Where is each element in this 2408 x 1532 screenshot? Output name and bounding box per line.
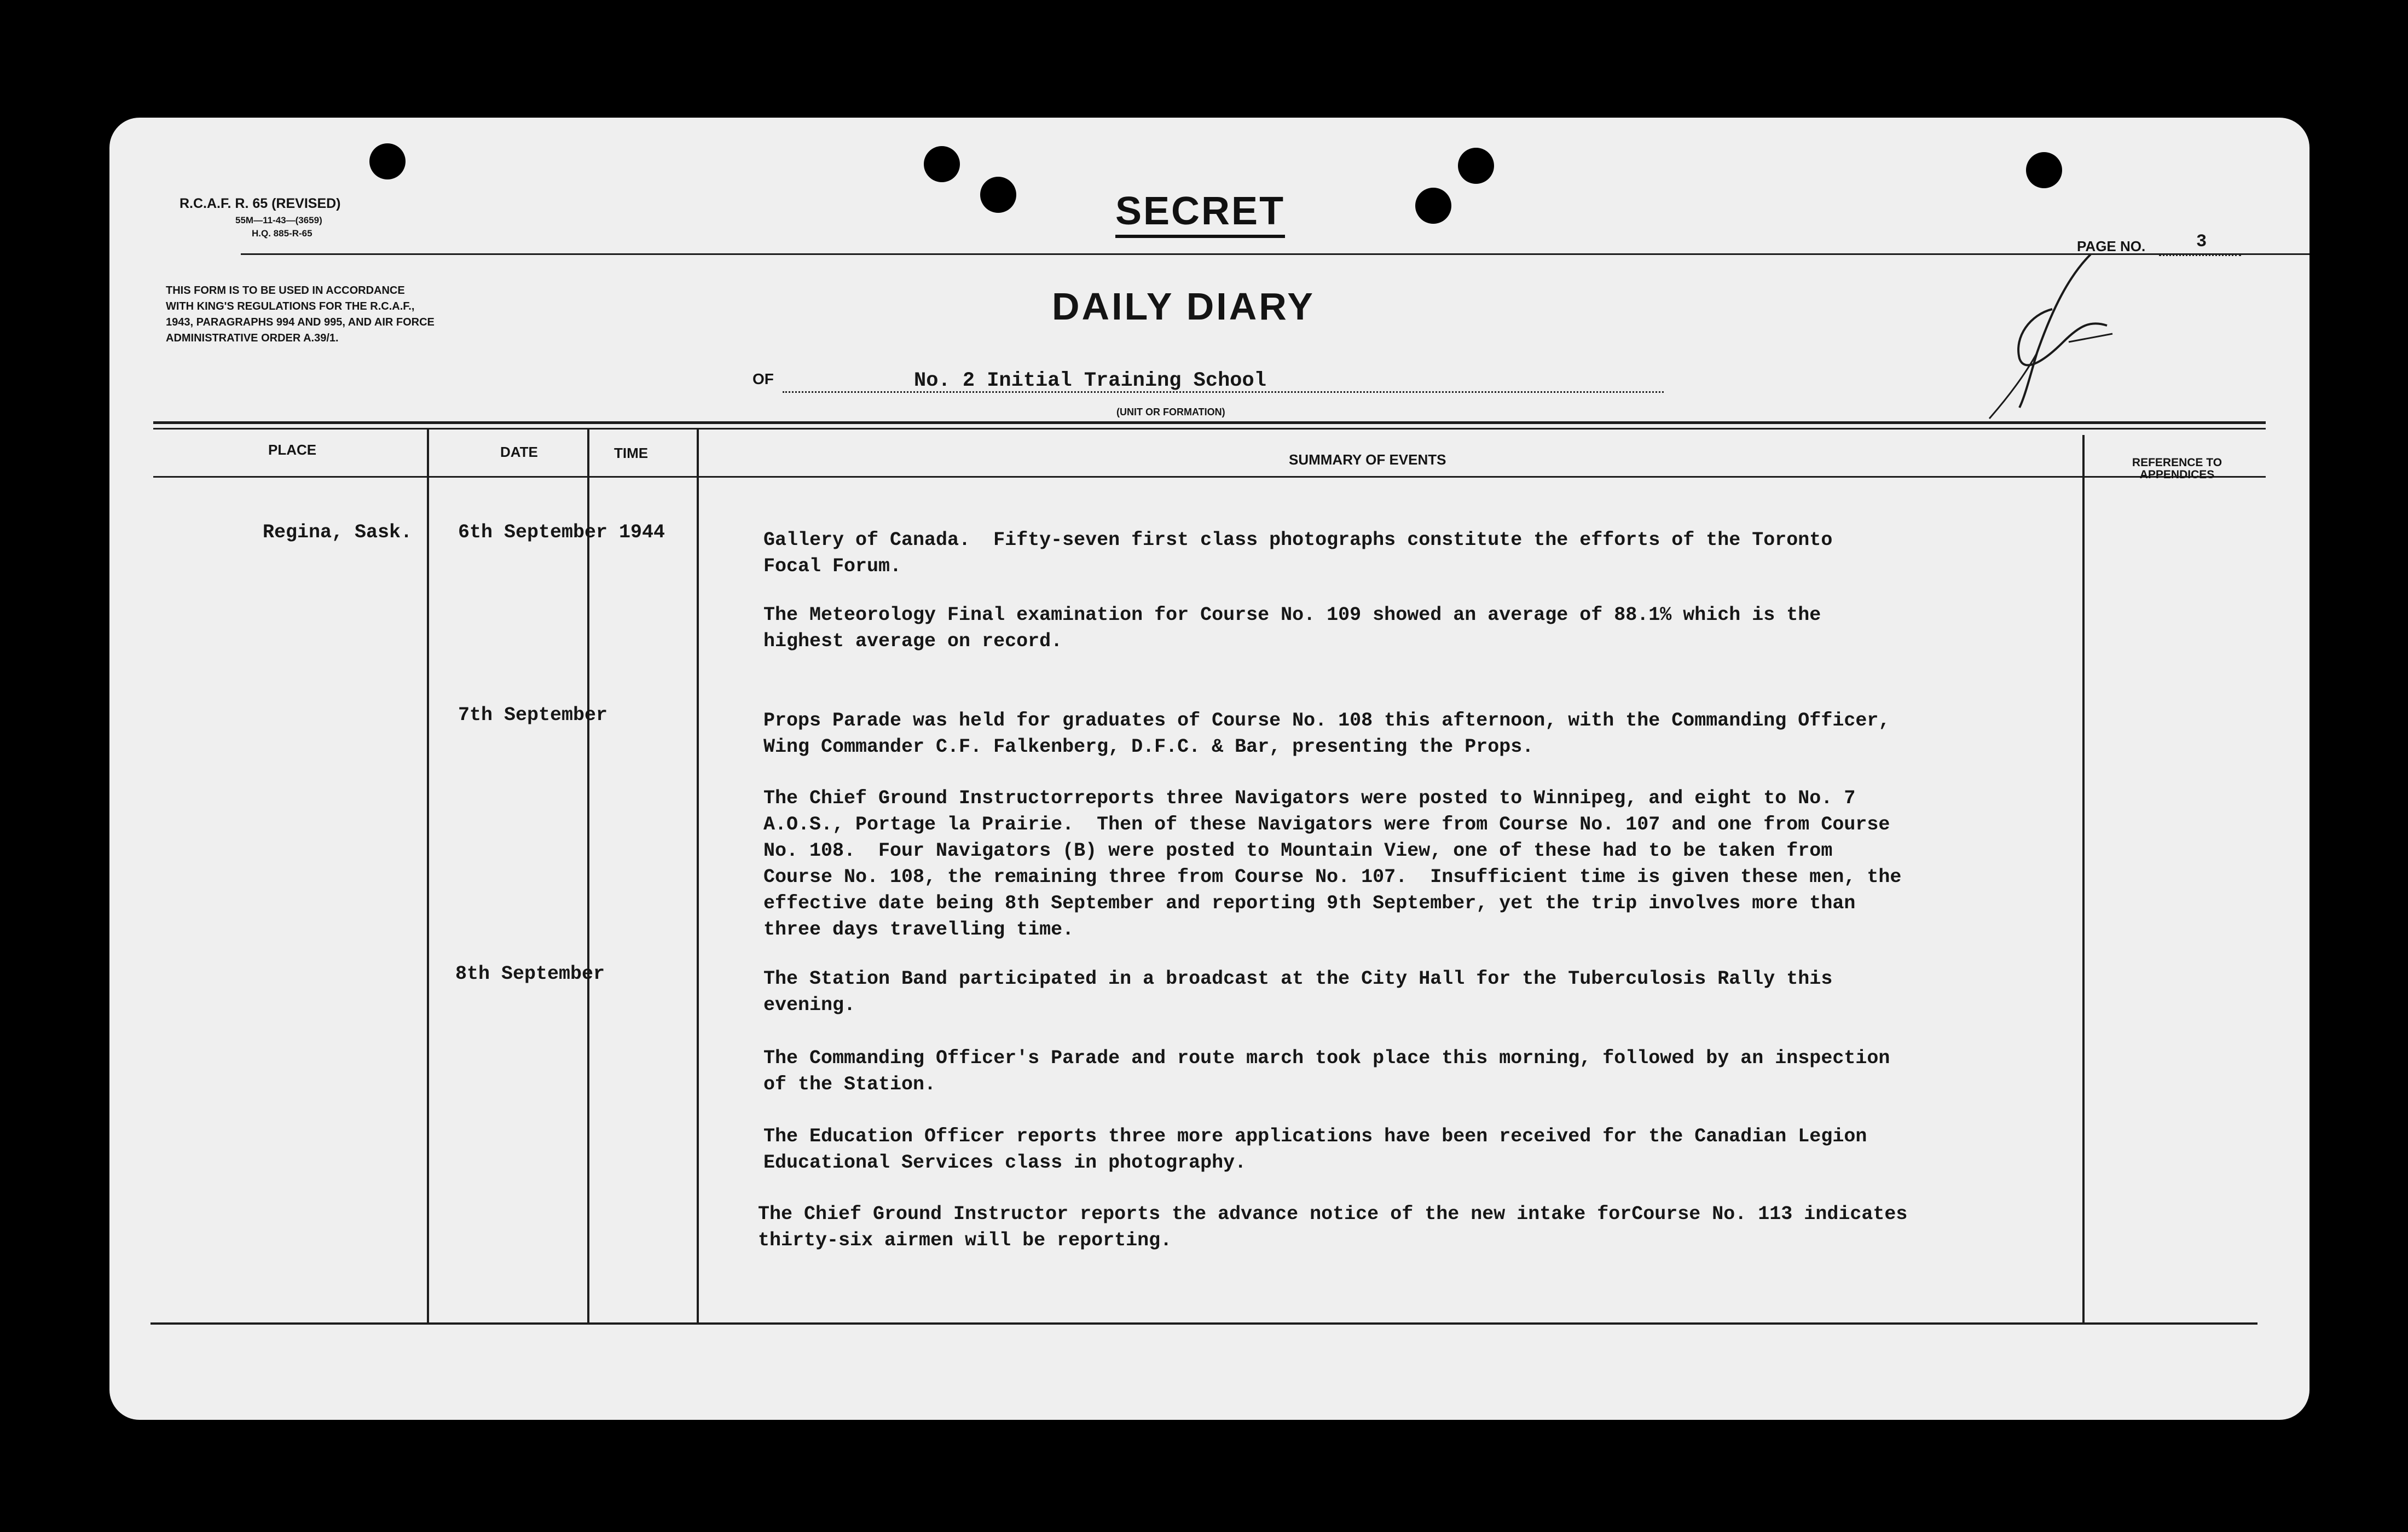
column-header-date: DATE (500, 444, 538, 460)
handwritten-initials (1987, 243, 2129, 424)
usage-note: THIS FORM IS TO BE USED IN ACCORDANCE WITH KING'S REGULATIONS FOR THE R.C.A.F., 1943, PARAGRAPHS 994 AND 995, AND AIR FORCE ADMINISTRATIVE ORDER A.39/1. (166, 285, 435, 344)
punch-hole (980, 177, 1016, 213)
event-entry: Props Parade was held for graduates of Course No. 108 this afternoon, with the Commanding Officer, Wing Commander C.F. Falkenberg, D.F.C. & Bar, presenting the Props. (763, 710, 1890, 758)
punch-hole (369, 143, 406, 179)
unit-name: No. 2 Initial Training School (914, 369, 1266, 392)
form-code: 55M—11-43—(3659) (235, 215, 322, 225)
column-divider (2082, 435, 2085, 1324)
event-entry: The Chief Ground Instructor reports the advance notice of the new intake forCourse No. 113 indicates thirty-six airmen will be reporting. (758, 1203, 1908, 1251)
unit-caption: (UNIT OR FORMATION) (1116, 407, 1225, 417)
event-entry: Gallery of Canada. Fifty-seven first class photographs constitute the efforts of the Toronto Focal Forum. (763, 529, 1833, 577)
punch-hole (1415, 188, 1451, 224)
column-header-time: TIME (614, 445, 649, 461)
place-cell: Regina, Sask. (263, 521, 413, 543)
column-header-place: PLACE (268, 442, 317, 458)
column-divider (587, 430, 589, 1324)
date-cell: 6th September 1944 (458, 521, 665, 543)
event-entry: The Station Band participated in a broadcast at the City Hall for the Tuberculosis Rally this evening. (763, 968, 1833, 1016)
punch-hole (1458, 148, 1494, 184)
form-id: R.C.A.F. R. 65 (REVISED) (180, 196, 341, 211)
page-title: DAILY DIARY (1052, 285, 1315, 328)
table-top-rule (153, 421, 2266, 424)
page-label: PAGE NO. (2077, 238, 2146, 254)
table-bottom-rule (150, 1322, 2258, 1325)
page-number: 3 (2196, 231, 2207, 252)
column-header-rule (153, 476, 2266, 478)
column-divider (697, 430, 699, 1324)
column-divider (427, 430, 429, 1324)
classification-stamp: SECRET (1115, 189, 1285, 238)
column-header-reference: REFERENCE TO APPENDICES (2132, 456, 2222, 481)
date-cell: 8th September (455, 963, 605, 985)
event-entry: The Chief Ground Instructorreports three Navigators were posted to Winnipeg, and eight to No. 7 A.O.S., Portage la Prairie. Then of these Navigators were from Course No. 107 and one from Course No. 108. Four Navigators (B) were posted to Mountain View, one of these had to be taken from Course No. 108, the remaining three from Course No. 107. Insufficient time is given these men, the effective date being 8th September and reporting 9th September, yet the trip involves more than three days travelling time. (763, 787, 1902, 941)
date-cell: 7th September (458, 704, 608, 726)
form-code: H.Q. 885-R-65 (252, 228, 312, 239)
diary-sheet (109, 118, 2309, 1420)
event-entry: The Meteorology Final examination for Course No. 109 showed an average of 88.1% which is the highest average on record. (763, 604, 1821, 652)
table-top-rule (153, 428, 2266, 430)
punch-hole (2026, 152, 2062, 188)
of-label: OF (752, 370, 774, 387)
event-entry: The Education Officer reports three more applications have been received for the Canadian Legion Educational Services class in photography. (763, 1125, 1867, 1174)
event-entry: The Commanding Officer's Parade and route march took place this morning, followed by an inspection of the Station. (763, 1047, 1890, 1095)
column-header-summary: SUMMARY OF EVENTS (1289, 451, 1446, 468)
page-number-underline (2159, 254, 2241, 256)
punch-hole (924, 146, 960, 182)
